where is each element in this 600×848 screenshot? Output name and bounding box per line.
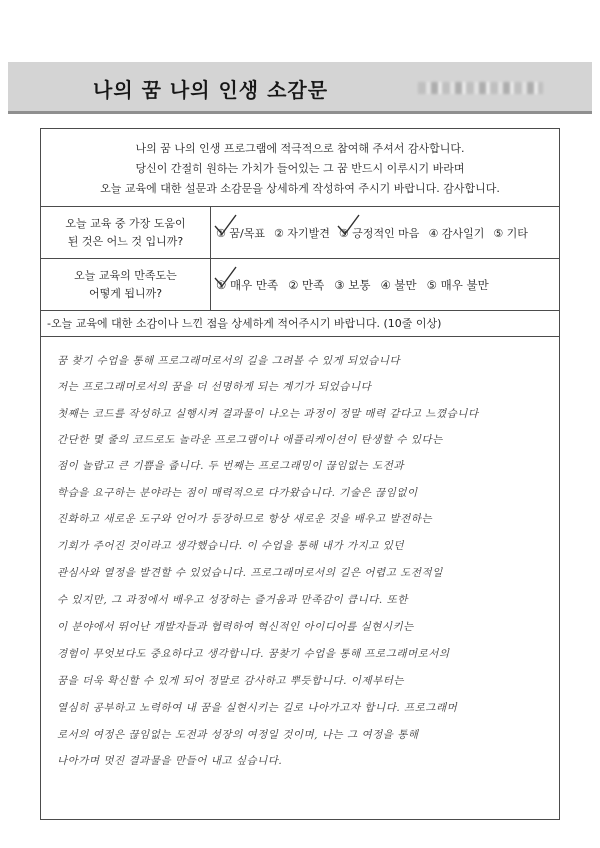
- q1-option-1-label: ① 꿈/목표: [216, 226, 265, 240]
- q2-option-1[interactable]: [216, 277, 278, 293]
- question-1-options: [216, 207, 559, 258]
- title-band: [8, 62, 592, 114]
- essay-line: 첫째는 코드를 작성하고 실행시켜 결과물이 나오는 과정이 정말 매력 같다고 느꼈습니다: [57, 408, 479, 420]
- redacted-name-area: [418, 82, 543, 94]
- question-2-label-line-1: 오늘 교육의 만족도는: [74, 269, 177, 282]
- survey-form: [40, 128, 560, 820]
- intro-line-2: 당신이 간절히 원하는 가치가 들어있는 그 꿈 반드시 이루시기 바라며: [135, 162, 465, 175]
- q2-option-4[interactable]: [380, 277, 416, 293]
- essay-line: 관심사와 열정을 발견할 수 있었습니다. 프로그래머로서의 길은 어렵고 도전적일: [57, 567, 443, 579]
- checkmark-icon: [212, 266, 238, 290]
- essay-instruction: -오늘 교육에 대한 소감이나 느낀 점을 상세하게 적어주시기 바랍니다. (10줄 이상): [41, 311, 559, 337]
- essay-line: 수 있지만, 그 과정에서 배우고 성장하는 즐거움과 만족감이 큽니다. 또한: [57, 594, 408, 606]
- page-title: 나의 꿈 나의 인생 소감문: [93, 78, 329, 102]
- essay-line: 꿈을 더욱 확신할 수 있게 되어 정말로 감사하고 뿌듯합니다. 이제부터는: [57, 675, 405, 687]
- question-1-label: [41, 207, 211, 258]
- essay-line: 기회가 주어진 것이라고 생각했습니다. 이 수업을 통해 내가 가지고 있던: [57, 540, 405, 552]
- handwritten-essay[interactable]: [41, 337, 559, 819]
- q1-option-3[interactable]: [339, 225, 420, 241]
- q1-option-1[interactable]: [216, 225, 265, 241]
- q2-option-2-label: ② 만족: [288, 277, 325, 292]
- q1-option-5[interactable]: [493, 225, 528, 241]
- essay-line: 나아가며 멋진 결과물을 만들어 내고 싶습니다.: [57, 755, 283, 767]
- intro-message: [41, 129, 559, 207]
- question-most-helpful: [41, 207, 559, 259]
- q1-option-2-label: ② 자기발견: [273, 226, 330, 240]
- checkmark-icon: [335, 214, 361, 238]
- q1-option-5-label: ⑤ 기타: [493, 226, 528, 240]
- essay-line: 꿈 찾기 수업을 통해 프로그래머로서의 길을 그려볼 수 있게 되었습니다: [57, 355, 401, 367]
- essay-line: 점이 놀랍고 큰 기쁨을 줍니다. 두 번째는 프로그래밍이 끊임없는 도전과: [57, 460, 405, 472]
- q2-option-2[interactable]: [288, 277, 324, 293]
- question-satisfaction: [41, 259, 559, 311]
- q2-option-4-label: ④ 불만: [380, 277, 417, 292]
- essay-line: 학습을 요구하는 분야라는 점이 매력적으로 다가왔습니다. 기술은 끊임없이: [57, 487, 418, 499]
- q2-option-5[interactable]: [427, 277, 489, 293]
- question-2-label-line-2: 어떻게 됩니까?: [88, 287, 163, 300]
- essay-line: 진화하고 새로운 도구와 언어가 등장하므로 항상 새로운 것을 배우고 발전하는: [57, 513, 433, 525]
- intro-line-1: 나의 꿈 나의 인생 프로그램에 적극적으로 참여해 주셔서 감사합니다.: [135, 142, 465, 155]
- essay-line: 간단한 몇 줄의 코드로도 놀라운 프로그램이나 애플리케이션이 탄생할 수 있다는: [57, 434, 443, 446]
- essay-line: 경험이 무엇보다도 중요하다고 생각합니다. 꿈찾기 수업을 통해 프로그래머로서의: [57, 648, 450, 660]
- question-1-label-line-1: 오늘 교육 중 가장 도움이: [65, 217, 186, 230]
- essay-line: 열심히 공부하고 노력하여 내 꿈을 실현시키는 길로 나아가고자 합니다. 프로그래머: [57, 702, 458, 714]
- checkmark-icon: [212, 214, 238, 238]
- essay-line: 저는 프로그래머로서의 꿈을 더 선명하게 되는 계기가 되었습니다: [57, 381, 372, 393]
- essay-line: 로서의 여정은 끊임없는 도전과 성장의 여정일 것이며, 나는 그 여정을 통해: [57, 729, 419, 741]
- q2-option-5-label: ⑤ 매우 불만: [426, 277, 489, 292]
- question-2-label: [41, 259, 211, 310]
- q1-option-4-label: ④ 감사일기: [428, 226, 485, 240]
- essay-line: 이 분야에서 뛰어난 개발자들과 협력하여 혁신적인 아이디어를 실현시키는: [57, 621, 414, 633]
- intro-line-3: 오늘 교육에 대한 설문과 소감문을 상세하게 작성하여 주시기 바랍니다. 감사합니다.: [100, 182, 500, 195]
- q2-option-1-label: ① 매우 만족: [216, 277, 279, 292]
- q1-option-2[interactable]: [274, 225, 330, 241]
- question-2-options: [216, 259, 559, 310]
- q2-option-3[interactable]: [334, 277, 370, 293]
- q2-option-3-label: ③ 보통: [334, 277, 371, 292]
- q1-option-3-label: ③ 긍정적인 마음: [338, 226, 420, 240]
- q1-option-4[interactable]: [428, 225, 484, 241]
- question-1-label-line-2: 된 것은 어느 것 입니까?: [67, 235, 184, 248]
